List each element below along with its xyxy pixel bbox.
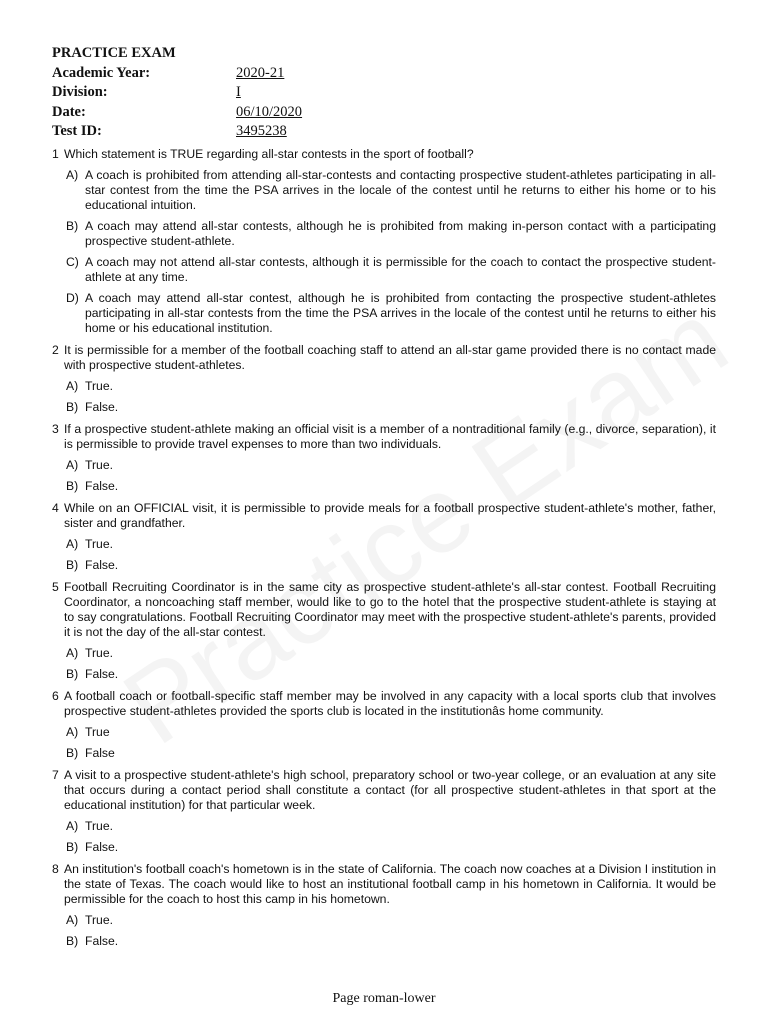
question-stem — [52, 343, 716, 373]
answer-option — [66, 168, 716, 213]
header-row-division — [52, 83, 302, 103]
question-4 — [52, 501, 716, 573]
question-3 — [52, 422, 716, 494]
answer-option — [66, 255, 716, 285]
field-value: 06/10/2020 — [236, 103, 303, 120]
question-text: If a prospective student-athlete making an official visit is a member of a nontraditional family (e.g., divorce, separation), it is permissible to provide travel expenses to more than two individuals. — [64, 422, 716, 451]
answer-option — [66, 291, 716, 336]
option-text: True. — [85, 537, 113, 551]
option-letter: B) — [66, 746, 79, 760]
option-text: True — [85, 725, 110, 739]
option-letter: D) — [66, 291, 79, 305]
option-text: True. — [85, 458, 113, 472]
question-8 — [52, 862, 716, 949]
option-letter: A) — [66, 379, 79, 393]
question-text: Football Recruiting Coordinator is in the same city as prospective student-athlete's all-star contest. Football Recruiting Coordinator, a noncoaching staff member, would like to go to the hotel that the prospective student-athlete is staying at to say congratulations. Football Recruiting Coordinator may meet with the prospective student-athlete's parents, provided it is not the day of the all-star contest. — [64, 580, 716, 639]
option-text: A coach may not attend all-star contests, although it is permissible for the coach to contact the prospective student-athlete at any time. — [85, 255, 716, 284]
answer-option — [66, 379, 716, 394]
question-7 — [52, 768, 716, 855]
option-letter: C) — [66, 255, 79, 269]
option-letter: B) — [66, 934, 79, 948]
field-value: 3495238 — [236, 123, 287, 139]
question-1 — [52, 147, 716, 336]
question-text: An institution's football coach's hometown is in the state of California. The coach now coaches at a Division I institution in the state of Texas. The coach would like to host an institutional football camp in his hometown in California. It would be permissible for the coach to host this camp in his hometown. — [64, 862, 716, 906]
question-stem — [52, 689, 716, 719]
answer-option — [66, 458, 716, 473]
answer-option — [66, 667, 716, 682]
question-stem — [52, 501, 716, 531]
option-text: False. — [85, 667, 119, 681]
option-letter: A) — [66, 646, 79, 660]
question-number: 3 — [52, 422, 59, 436]
question-number: 8 — [52, 862, 59, 876]
answer-option — [66, 479, 716, 494]
field-value: I — [236, 84, 241, 100]
option-text: A coach is prohibited from attending all-star-contests and contacting prospective student-athletes participating in all-star contest from the time the PSA arrives in the locale of the contest until he returns to either his home or to his educational intuition. — [85, 168, 716, 212]
question-number: 7 — [52, 768, 59, 782]
answer-option — [66, 537, 716, 552]
option-letter: A) — [66, 537, 79, 551]
option-text: False — [85, 746, 115, 760]
question-6 — [52, 689, 716, 761]
question-stem — [52, 862, 716, 907]
question-stem — [52, 147, 716, 162]
option-text: False. — [85, 840, 119, 854]
question-text: Which statement is TRUE regarding all-star contests in the sport of football? — [64, 147, 474, 161]
option-letter: B) — [66, 558, 79, 572]
field-label: Test ID: — [52, 123, 102, 139]
option-letter: B) — [66, 667, 79, 681]
answer-option — [66, 934, 716, 949]
page-footer: Page roman-lower — [332, 991, 436, 1006]
question-number: 2 — [52, 343, 59, 357]
question-stem — [52, 768, 716, 813]
question-5 — [52, 580, 716, 682]
option-text: False. — [85, 934, 119, 948]
answer-option — [66, 558, 716, 573]
answer-option — [66, 819, 716, 834]
question-text: A football coach or football-specific staff member may be involved in any capacity with a local sports club that involves prospective student-athletes provided the sports club is located in the institutionâs home community. — [64, 689, 716, 718]
option-text: True. — [85, 913, 113, 927]
header-row-academic-year — [52, 64, 302, 84]
option-text: False. — [85, 558, 119, 572]
option-letter: B) — [66, 219, 79, 233]
question-text: While on an OFFICIAL visit, it is permissible to provide meals for a football prospective student-athlete's mother, father, sister and grandfather. — [64, 501, 716, 530]
answer-option — [66, 400, 716, 415]
header-row-date — [52, 103, 302, 123]
answer-option — [66, 725, 716, 740]
question-list — [52, 147, 716, 956]
option-letter: B) — [66, 840, 79, 854]
option-text: True. — [85, 379, 113, 393]
exam-header — [52, 44, 302, 142]
field-label: Academic Year: — [52, 64, 151, 81]
question-number: 1 — [52, 147, 59, 161]
answer-option — [66, 646, 716, 661]
answer-option — [66, 840, 716, 855]
field-label: Division: — [52, 84, 108, 100]
question-text: A visit to a prospective student-athlete's high school, preparatory school or two-year college, or an evaluation at any site that occurs during a contact period shall constitute a contact (for all prospective student-athletes in that sport at the educational institution) for that particular week. — [64, 768, 716, 812]
question-number: 5 — [52, 580, 59, 594]
field-value: 2020-21 — [236, 64, 285, 81]
option-text: True. — [85, 819, 113, 833]
answer-option — [66, 746, 716, 761]
option-letter: A) — [66, 458, 79, 472]
option-text: True. — [85, 646, 113, 660]
option-letter: A) — [66, 168, 79, 182]
option-letter: B) — [66, 400, 79, 414]
option-letter: A) — [66, 725, 79, 739]
question-stem — [52, 422, 716, 452]
question-stem — [52, 580, 716, 640]
option-letter: B) — [66, 479, 79, 493]
option-text: A coach may attend all-star contest, although he is prohibited from contacting the prospective student-athletes participating in all-star contests from the time the PSA arrives in the locale of the contest until he returns to either his home or his educational institution. — [85, 291, 716, 335]
exam-title: PRACTICE EXAM — [52, 45, 176, 61]
answer-option — [66, 913, 716, 928]
option-text: False. — [85, 479, 119, 493]
answer-option — [66, 219, 716, 249]
question-text: It is permissible for a member of the football coaching staff to attend an all-star game provided there is no contact made with prospective student-athletes. — [64, 343, 716, 372]
question-number: 4 — [52, 501, 59, 515]
option-text: False. — [85, 400, 119, 414]
option-text: A coach may attend all-star contests, although he is prohibited from making in-person contact with a participating prospective student-athlete. — [85, 219, 716, 248]
option-letter: A) — [66, 913, 79, 927]
header-row-test-id — [52, 122, 302, 142]
field-label: Date: — [52, 103, 86, 120]
question-2 — [52, 343, 716, 415]
option-letter: A) — [66, 819, 79, 833]
question-number: 6 — [52, 689, 59, 703]
